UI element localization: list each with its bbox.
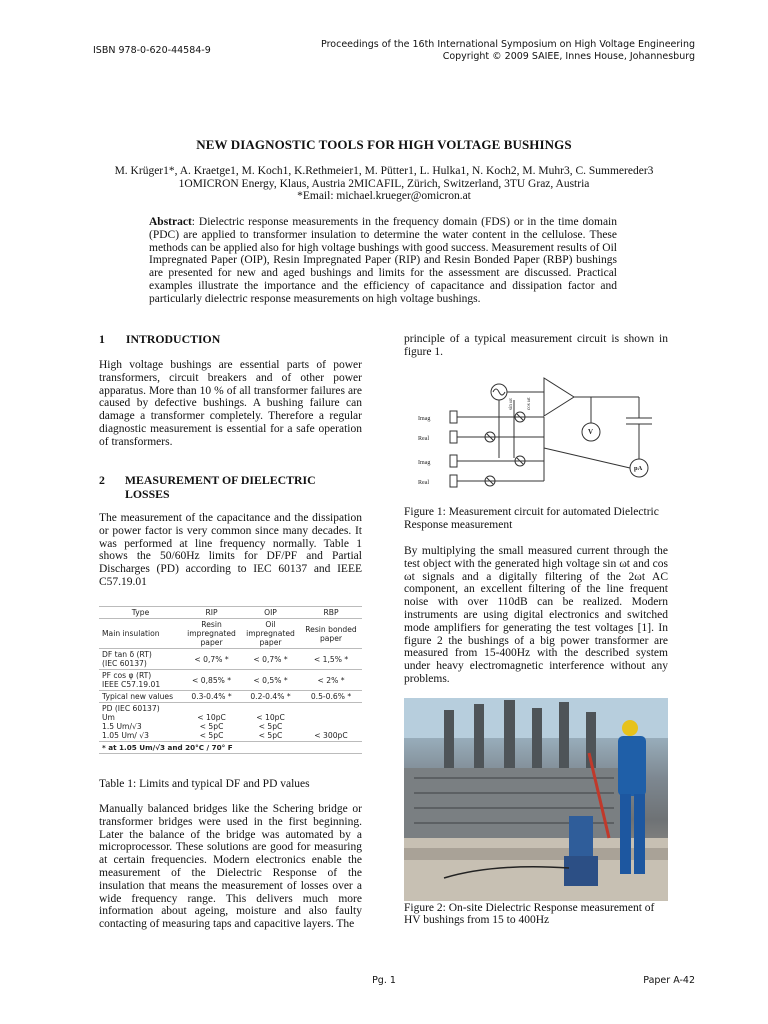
running-header [321,39,695,63]
table-1-caption: Table 1: Limits and typical DF and PD values [99,778,310,790]
table-cell: < 0,7% * [241,649,300,670]
table-cell: Typical new values [99,691,182,703]
table-cell: Oil impregnated paper [241,619,300,649]
table-header-cell: Type [99,607,182,619]
table-header-cell: RBP [300,607,362,619]
table-cell: 0.5-0.6% * [300,691,362,703]
proceedings-line: Proceedings of the 16th International Symposium on High Voltage Engineering [321,39,695,50]
table-cell: Main insulation [99,619,182,649]
abstract-label: Abstract [149,216,192,228]
table-cell: < 10pC < 5pC < 5pC [241,703,300,742]
paper-id: Paper A-42 [643,975,695,986]
pa-label: pA [634,465,643,472]
intro-paragraph: High voltage bushings are essential parts of power transformers, circuit breakers and of other power apparatus. More than 10 % of all transformer failures are caused by defective bushings. A bushing failure can damage a transformer completely. Therefore a regular diagnostic measurement is essential for a safe operation of transformers. [99,359,362,448]
copyright-line: Copyright © 2009 SAIEE, Innes House, Johannesburg [442,51,695,62]
section-title: MEASUREMENT OF DIELECTRIC [124,473,316,487]
isbn: ISBN 978-0-620-44584-9 [93,45,211,56]
contact-email: *Email: michael.krueger@omicron.at [297,190,471,202]
table-cell: Resin impregnated paper [182,619,241,649]
table-cell: < 0,85% * [182,670,241,691]
abstract [149,216,617,306]
table-cell: < 0,5% * [241,670,300,691]
measurement-paragraph: By multiplying the small measured current through the test object with the generated high voltage sin ωt and cos ωt signals and a digitally filtering of the 2ωt AC component, an excellent filtering of the line frequent noise with over 110dB can be realized. Modern instruments are using digital electronics and switched mode amplifiers for generating the test voltages [1]. In figure 2 the bushings of a big power transformer are measured from 15-400Hz with the described system under heavy electromagnetic interference without any problems. [404,545,668,685]
v-label: V [588,428,594,436]
author-block [80,165,688,203]
table-cell: 0.2-0.4% * [241,691,300,703]
figure-1-caption: Figure 1: Measurement circuit for automated Dielectric Response measurement [404,506,659,531]
real-label: Real [418,436,429,442]
table-row [99,703,362,742]
table-cell: DF tan δ (RT) (IEC 60137) [99,649,182,670]
circuit-intro-text: principle of a typical measurement circuit is shown in figure 1. [404,333,668,358]
table-header-cell: RIP [182,607,241,619]
imag-label: Imag [418,416,431,422]
page-number: Pg. 1 [372,975,396,986]
imag-label: Imag [418,460,431,466]
section-1-heading [99,332,220,347]
section-title: INTRODUCTION [125,332,221,346]
table-row [99,619,362,649]
table-cell: 0.3-0.4% * [182,691,241,703]
real-label: Real [418,480,429,486]
table-cell: < 300pC [300,703,362,742]
section-number: 2 [99,473,105,487]
table-cell: < 0,7% * [182,649,241,670]
bridges-paragraph: Manually balanced bridges like the Schering bridge or transformer bridges were used in the first beginning. Later the balance of the bridge was automated by a microprocessor. These solutions are good for measuring at certain frequencies. Modern electronics enable the measurement of the Dielectric Response of the insulation that means the measurement of losses over a wide frequency range. This delivers much more information about ageing, moisture and also faulty contacting of measuring taps and capacitive layers. The [99,803,362,931]
sin-label: sin ωt [509,398,514,410]
table-cell: < 1,5% * [300,649,362,670]
table-cell: PF cos φ (RT) IEEE C57.19.01 [99,670,182,691]
section-number: 1 [99,332,105,346]
table-cell: PD (IEC 60137) Um 1.5 Um/√3 1.05 Um/ √3 [99,703,182,742]
affiliations: 1OMICRON Energy, Klaus, Austria 2MICAFIL, Zürich, Switzerland, 3TU Graz, Austria [178,177,590,190]
table-row [99,691,362,703]
table-header-cell: OIP [241,607,300,619]
table-cell: Resin bonded paper [300,619,362,649]
table-1 [99,606,362,754]
authors: M. Krüger1*, A. Kraetge1, M. Koch1, K.Rethmeier1, M. Pütter1, L. Hulka1, N. Koch2, M. Muhr3, C. Summereder3 [114,165,654,177]
table-row [99,670,362,691]
figure-1-circuit-diagram [404,368,668,498]
table-cell: < 10pC < 5pC < 5pC [182,703,241,742]
dielectric-paragraph: The measurement of the capacitance and the dissipation or power factor is very common since many decades. It was performed at line frequency normally. Table 1 shows the 50/60Hz limits for DF/PF and Partial Discharges (PD) according to IEC 60137 and IEEE C57.19.01 [99,512,362,588]
figure-2-caption: Figure 2: On-site Dielectric Response measurement of HV bushings from 15 to 400Hz [404,902,655,926]
cos-label: cos ωt [527,397,532,410]
table-cell: < 2% * [300,670,362,691]
section-2-heading [99,474,316,501]
table-row [99,649,362,670]
table-footnote: * at 1.05 Um/√3 and 20°C / 70° F [99,742,362,754]
limits-table [99,606,362,754]
figure-2-photo [404,698,668,901]
table-row [99,742,362,754]
abstract-text: : Dielectric response measurements in the frequency domain (FDS) or in the time domain (PDC) are applied to transformer insulation to determine the water content in the cellulose. These methods can be applied also for high voltage bushings with good success. Measurement results of Oil Impregnated Paper (OIP), Resin Impregnated Paper (RIP) and Resin Bonded Paper (RBP) bushings are presented for new and aged bushings and limits for the assessment are discussed. Practical examples illustrate the importance and the efficiency of capacitance and dissipation factor and particularly dielectric response measurements on high voltage bushings. [149,216,617,305]
paper-title: NEW DIAGNOSTIC TOOLS FOR HIGH VOLTAGE BUSHINGS [196,137,572,152]
substation-scene [404,698,668,901]
section-title-cont: LOSSES [125,486,170,501]
